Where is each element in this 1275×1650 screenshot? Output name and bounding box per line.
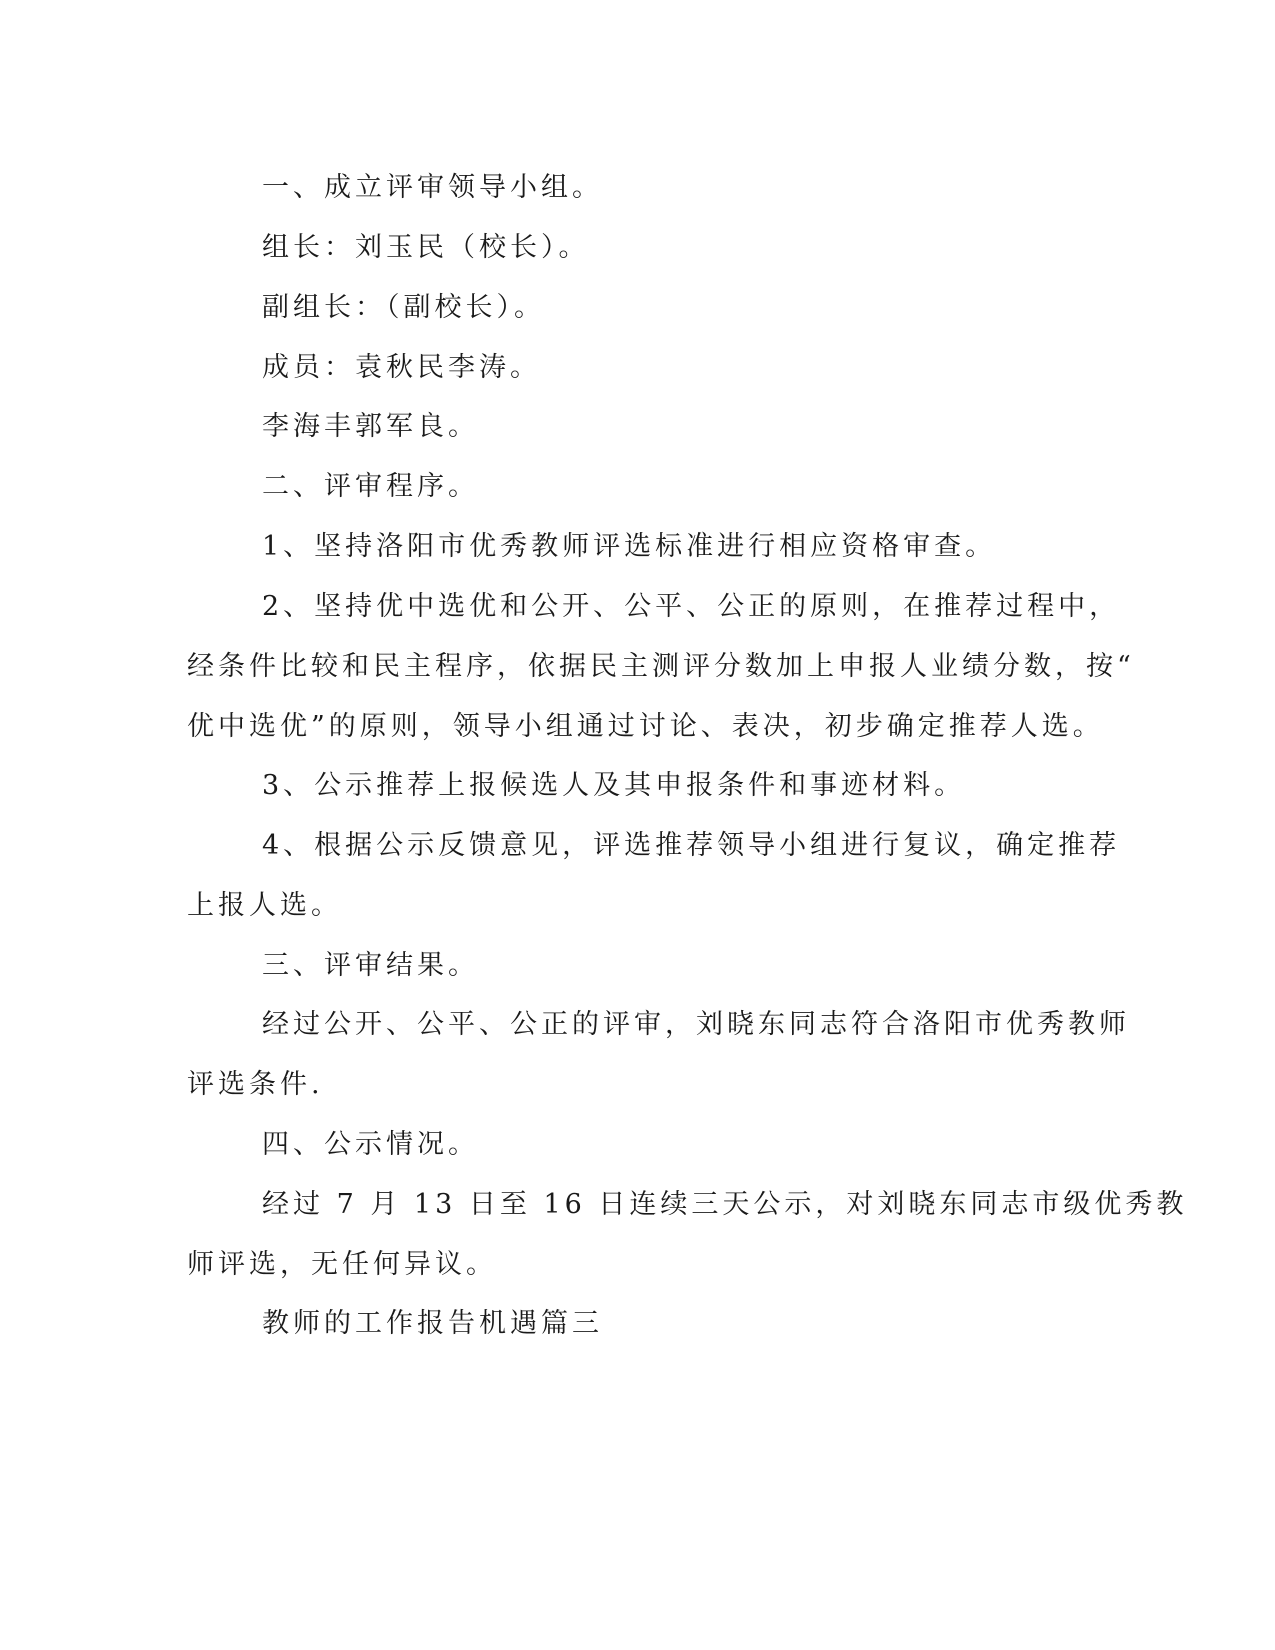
section-heading-3: 三、评审结果。 — [262, 950, 479, 981]
procedure-item-2-cont-1: 经条件比较和民主程序，依据民主测评分数加上申报人业绩分数，按“ — [187, 651, 1135, 682]
section-heading-1: 一、成立评审领导小组。 — [262, 172, 603, 203]
section-heading-2: 二、评审程序。 — [262, 471, 479, 502]
procedure-item-4-cont: 上报人选。 — [187, 890, 342, 921]
procedure-item-3: 3、公示推荐上报候选人及其申报条件和事迹材料。 — [262, 770, 966, 801]
deputy-leader-line: 副组长：（副校长）。 — [262, 292, 545, 323]
members-line-continued: 李海丰郭军良。 — [262, 411, 479, 442]
group-leader-line: 组长：刘玉民（校长）。 — [262, 232, 590, 263]
publicity-paragraph-cont: 师评选，无任何异议。 — [187, 1249, 497, 1280]
section-heading-4: 四、公示情况。 — [262, 1129, 479, 1160]
publicity-paragraph: 经过 7 月 13 日至 16 日连续三天公示，对刘晓东同志市级优秀教 — [262, 1189, 1188, 1220]
procedure-item-4: 4、根据公示反馈意见，评选推荐领导小组进行复议，确定推荐 — [262, 830, 1121, 861]
procedure-item-1: 1、坚持洛阳市优秀教师评选标准进行相应资格审查。 — [262, 531, 997, 562]
procedure-item-2-cont-2: 优中选优”的原则，领导小组通过讨论、表决，初步确定推荐人选。 — [187, 711, 1104, 742]
result-paragraph-cont: 评选条件. — [187, 1069, 324, 1100]
members-line: 成员：袁秋民李涛。 — [262, 352, 541, 383]
result-paragraph: 经过公开、公平、公正的评审，刘晓东同志符合洛阳市优秀教师 — [262, 1009, 1130, 1040]
next-article-title: 教师的工作报告机遇篇三 — [262, 1308, 603, 1339]
procedure-item-2: 2、坚持优中选优和公开、公平、公正的原则，在推荐过程中， — [262, 591, 1121, 622]
